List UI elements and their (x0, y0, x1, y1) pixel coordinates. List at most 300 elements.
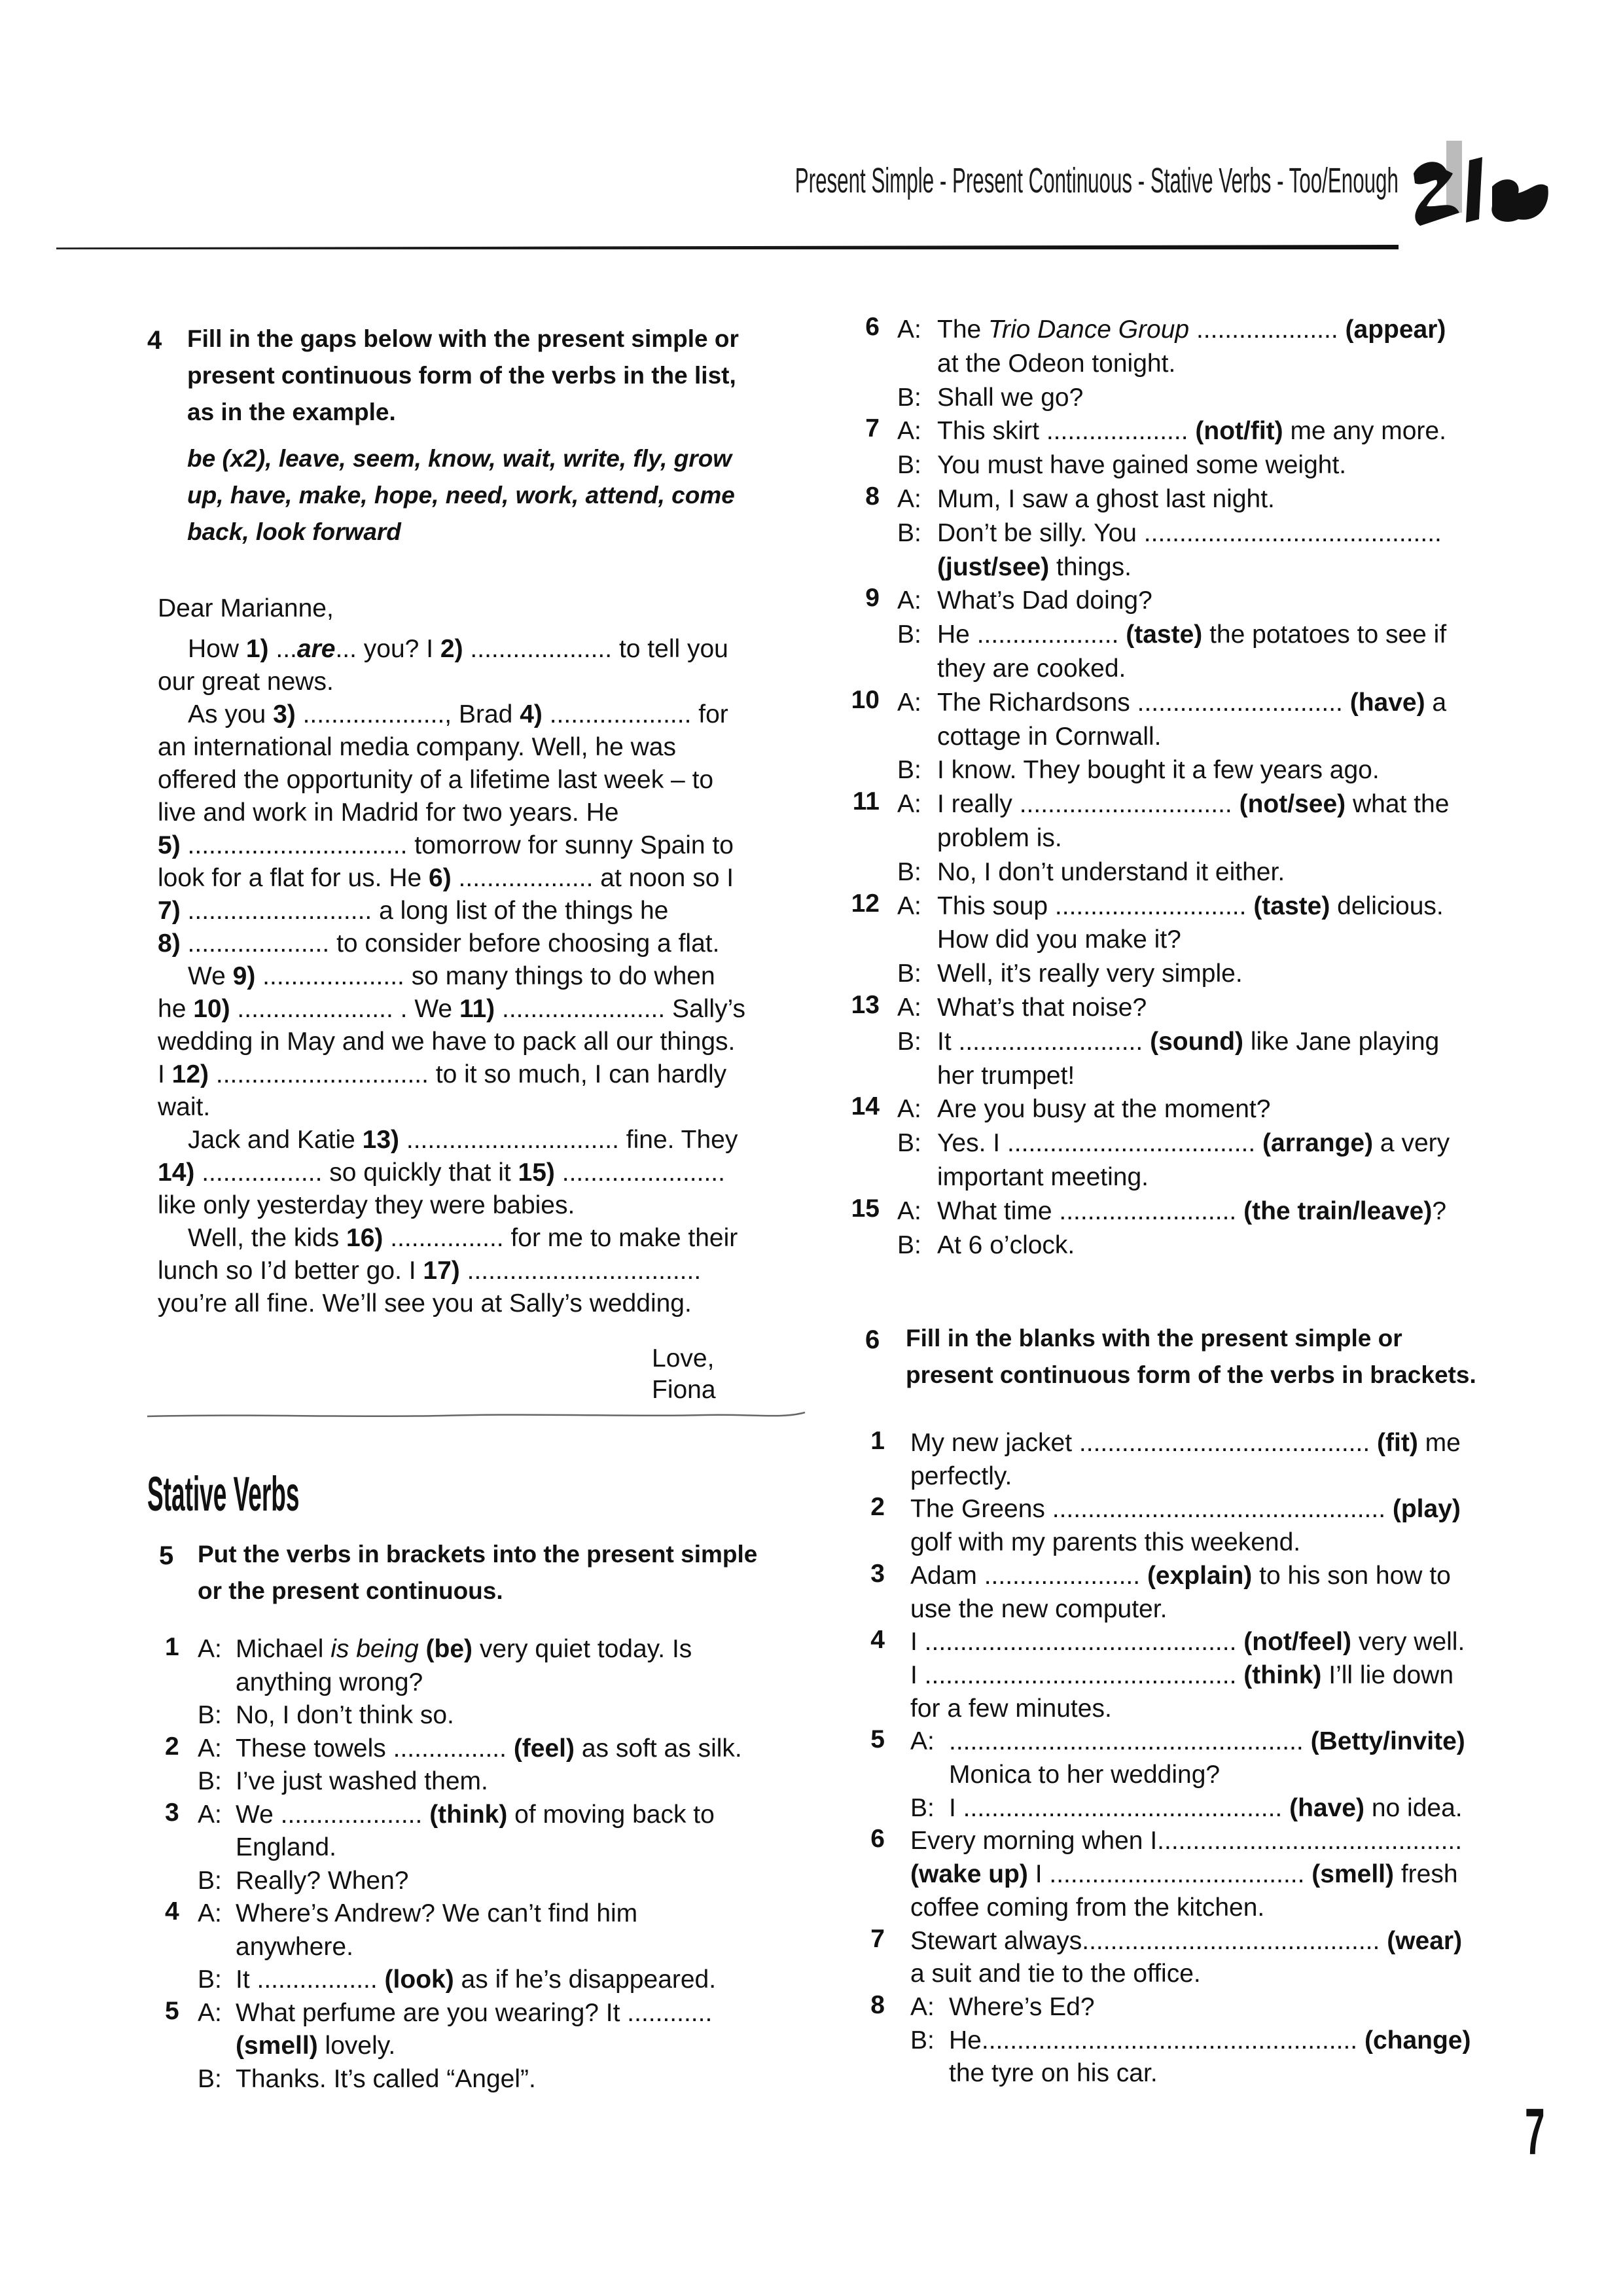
item-line (165, 2063, 742, 2096)
text-run: It .......................... (937, 1027, 1150, 1056)
text-run: perfectly. (910, 1462, 1012, 1490)
item-line (838, 957, 1450, 991)
item-line (851, 1626, 1471, 1659)
item-line (838, 720, 1450, 754)
item-line (165, 1997, 742, 2030)
speaker-label: A: (897, 688, 921, 717)
item-line (165, 1765, 742, 1799)
speaker-label: B: (897, 383, 921, 412)
text-run: very quiet today. Is (473, 1635, 692, 1663)
text-run: .............................. to it so much, I can hardly (209, 1060, 727, 1088)
bold-text: 10) (193, 995, 230, 1023)
text-run: at the Odeon tonight. (937, 349, 1176, 378)
bold-text: (have) (1349, 688, 1425, 717)
text-run: delicious. (1330, 891, 1444, 920)
text-run: .................... for (542, 700, 728, 728)
item-line (838, 1194, 1450, 1229)
text-run: You must have gained some weight. (937, 451, 1347, 480)
text-run: ................... at noon so I (451, 864, 734, 892)
item-line (851, 2057, 1471, 2090)
speaker-label: B: (910, 1793, 935, 1822)
item-number: 8 (870, 1990, 885, 2019)
item-line (851, 2024, 1471, 2058)
item-line (851, 1759, 1471, 1792)
exercise-item (165, 1633, 742, 1732)
bold-text: 1) (245, 635, 269, 663)
text-run: coffee coming from the kitchen. (910, 1893, 1265, 1922)
item-line (851, 1825, 1471, 1858)
letter-line (158, 862, 773, 895)
text-run: use the new computer. (910, 1594, 1168, 1623)
exercise-5-instruction (198, 1536, 757, 1609)
speaker-label: A: (897, 484, 921, 513)
item-line (165, 1699, 742, 1732)
item-number: 6 (865, 313, 880, 341)
text-run: Don’t be silly. You .......................................... (937, 518, 1442, 547)
item-line (838, 584, 1450, 618)
page-number: 7 (1525, 2095, 1545, 2168)
exercise-item (851, 1925, 1471, 1991)
exercise-item (838, 313, 1450, 414)
italic-text: is being (330, 1635, 419, 1663)
item-line (838, 652, 1450, 686)
speaker-label: A: (897, 993, 921, 1022)
text-run: .................................................. (949, 1727, 1311, 1756)
text-run: the tyre on his car. (949, 2059, 1158, 2088)
speaker-label: A: (897, 417, 921, 446)
text-run: How did you make it? (937, 925, 1181, 954)
text-run: ... (268, 635, 297, 663)
exercise-item (851, 1560, 1471, 1626)
instruction-line: up, have, make, hope, need, work, attend, come (187, 482, 735, 509)
text-run: Shall we go? (937, 383, 1084, 412)
text-run: live and work in Madrid for two years. He (158, 798, 619, 827)
item-number: 10 (851, 685, 880, 714)
item-number: 1 (165, 1633, 179, 1661)
item-line (838, 889, 1450, 924)
item-line (165, 1931, 742, 1964)
speaker-label: A: (897, 790, 921, 819)
section-heading-stative-verbs: Stative Verbs (147, 1467, 300, 1521)
bold-text: (look) (384, 1965, 454, 1994)
item-line (838, 991, 1450, 1025)
speaker-label: B: (897, 960, 921, 988)
bold-text: 14) (158, 1158, 195, 1187)
instruction-line: Fill in the blanks with the present simple or (906, 1325, 1402, 1352)
text-run: I’ll lie down (1321, 1660, 1454, 1689)
item-number: 3 (165, 1798, 179, 1827)
speaker-label: A: (897, 315, 921, 344)
bold-text: are (296, 635, 336, 663)
item-line (165, 1897, 742, 1931)
exercise-item (165, 1732, 742, 1799)
item-number: 4 (870, 1626, 885, 1655)
item-line (838, 516, 1450, 550)
item-line (851, 1593, 1471, 1626)
speaker-label: B: (897, 1230, 921, 1259)
text-run: me any more. (1283, 417, 1446, 446)
text-run: lovely. (317, 2032, 396, 2060)
text-run: ................................. (459, 1257, 702, 1285)
bold-text: (smell) (236, 2032, 318, 2060)
text-run: Michael (236, 1635, 331, 1663)
item-number: 6 (870, 1825, 885, 1854)
letter-line (158, 1255, 773, 1287)
letter-closing: Love, (652, 1344, 715, 1372)
bold-text: (Betty/invite) (1310, 1727, 1465, 1756)
text-run: Mum, I saw a ghost last night. (937, 484, 1275, 513)
item-line (851, 1958, 1471, 1991)
bold-text: (have) (1289, 1793, 1364, 1822)
item-line (165, 1666, 742, 1700)
text-run: What perfume are you wearing? It ............ (236, 1998, 713, 2027)
item-number: 14 (851, 1092, 880, 1121)
item-line (851, 1693, 1471, 1726)
speaker-label: A: (910, 1992, 935, 2021)
speaker-label: B: (897, 1129, 921, 1158)
exercise-5-items-left (165, 1633, 742, 2096)
bold-text: (be) (425, 1635, 473, 1663)
speaker-label: B: (897, 451, 921, 480)
exercise-6-number: 6 (865, 1325, 880, 1354)
bold-text: (appear) (1345, 315, 1446, 344)
speaker-label: B: (198, 2064, 222, 2093)
item-number: 12 (851, 889, 880, 918)
item-line (165, 1799, 742, 1832)
letter-signature: Fiona (652, 1376, 716, 1404)
text-run: .................... to tell you (463, 635, 728, 663)
speaker-label: B: (910, 2026, 935, 2054)
letter-line (158, 1091, 773, 1124)
text-run: As you (188, 700, 274, 728)
bold-text: (think) (429, 1800, 508, 1829)
text-run: I ............................................. (949, 1793, 1290, 1822)
item-number: 2 (870, 1493, 885, 1522)
instruction-line: as in the example. (187, 399, 396, 425)
text-run: .................... (1189, 315, 1346, 344)
item-line (838, 550, 1450, 584)
exercise-item (838, 1092, 1450, 1194)
text-run: ............................... tomorrow for sunny Spain to (180, 831, 734, 859)
bold-text: (change) (1364, 2026, 1471, 2054)
text-run: What’s Dad doing? (937, 586, 1152, 615)
item-line (851, 1792, 1471, 1825)
bold-text: (smell) (1311, 1860, 1394, 1889)
bold-text: (taste) (1126, 620, 1203, 649)
letter-paragraph (158, 960, 773, 1124)
header-rule (56, 245, 1399, 249)
item-line (165, 2030, 742, 2063)
letter-line (158, 666, 773, 698)
letter-line (158, 927, 773, 960)
text-run: These towels ................ (236, 1734, 514, 1763)
bold-text: 9) (232, 962, 256, 990)
exercise-item (165, 1897, 742, 1997)
letter-line (158, 1026, 773, 1058)
text-run: It ................. (236, 1965, 385, 1994)
item-line (851, 1427, 1471, 1460)
instruction-line: Put the verbs in brackets into the present simple (198, 1541, 758, 1568)
item-number: 1 (870, 1427, 885, 1455)
item-line (851, 1858, 1471, 1892)
letter-line (158, 797, 773, 829)
bold-text: (taste) (1253, 891, 1330, 920)
letter-line (158, 1189, 773, 1222)
text-run: to his son how to (1252, 1561, 1451, 1590)
text-run: England. (236, 1833, 336, 1861)
text-run: ....................... Sally’s (495, 995, 746, 1023)
bold-text: (feel) (513, 1734, 575, 1763)
letter-line (158, 1058, 773, 1091)
item-number: 8 (865, 482, 880, 511)
item-line (838, 855, 1450, 889)
item-line (838, 414, 1450, 448)
text-run: My new jacket ......................................... (910, 1429, 1378, 1457)
text-run: lunch so I’d better go. I (158, 1257, 423, 1285)
bold-text: 6) (429, 864, 452, 892)
letter-line (158, 1157, 773, 1189)
item-number: 5 (165, 1996, 179, 2025)
text-run: ...................... . We (230, 995, 459, 1023)
unit-logo-icon (1407, 134, 1558, 232)
exercise-item (851, 1991, 1471, 2090)
text-run: We .................... (236, 1800, 430, 1829)
text-run: I ............................................ (910, 1660, 1244, 1689)
text-run: The (937, 315, 989, 344)
exercise-item (838, 991, 1450, 1092)
letter-line (158, 895, 773, 927)
text-run: Monica to her wedding? (949, 1761, 1221, 1789)
exercise-6-instruction (906, 1320, 1476, 1393)
text-run: ................. so quickly that it (194, 1158, 518, 1187)
item-number: 15 (851, 1194, 880, 1223)
exercise-item (838, 787, 1450, 889)
text-run: I (158, 1060, 172, 1088)
text-run: .............................. fine. They (399, 1126, 738, 1154)
text-run: anywhere. (236, 1932, 353, 1961)
bold-text: 13) (362, 1126, 400, 1154)
text-run: cottage in Cornwall. (937, 722, 1162, 751)
item-line (851, 1526, 1471, 1560)
bold-text: (the train/leave) (1243, 1196, 1433, 1225)
text-run: golf with my parents this weekend. (910, 1528, 1301, 1557)
instruction-line: back, look forward (187, 518, 401, 545)
instruction-line: present continuous form of the verbs in brackets. (906, 1361, 1476, 1388)
speaker-label: B: (198, 1701, 222, 1729)
speaker-label: B: (198, 1965, 222, 1994)
item-line (838, 686, 1450, 720)
speaker-label: B: (897, 518, 921, 547)
letter-line (158, 764, 773, 797)
letter-line (158, 1124, 773, 1157)
exercise-item (838, 584, 1450, 685)
bold-text: 15) (518, 1158, 555, 1187)
item-line (838, 1229, 1450, 1263)
item-line (851, 1493, 1471, 1526)
letter-paragraph (158, 698, 773, 960)
bold-text: (sound) (1150, 1027, 1244, 1056)
item-line (838, 347, 1450, 381)
item-line (165, 1831, 742, 1865)
item-line (838, 1059, 1450, 1093)
text-run: look for a flat for us. He (158, 864, 429, 892)
text-run: like only yesterday they were babies. (158, 1191, 575, 1219)
item-line (851, 1560, 1471, 1593)
letter-line (158, 829, 773, 862)
letter-paragraph (158, 1124, 773, 1222)
text-run: I .................................... (1027, 1860, 1312, 1889)
text-run: as if he’s disappeared. (454, 1965, 717, 1994)
bold-text: (wear) (1387, 1926, 1463, 1955)
text-run: for a few minutes. (910, 1694, 1112, 1723)
text-run: How (188, 635, 246, 663)
text-run: Yes. I ................................... (937, 1129, 1263, 1158)
bold-text: (not/fit) (1195, 417, 1283, 446)
text-run: What time ......................... (937, 1196, 1244, 1225)
text-run: Every morning when I........................................... (910, 1827, 1463, 1856)
item-line (838, 821, 1450, 855)
text-run: ................ for me to make their (383, 1224, 738, 1252)
exercise-item (838, 889, 1450, 991)
text-run: Well, the kids (188, 1224, 347, 1252)
text-run: At 6 o’clock. (937, 1230, 1075, 1259)
speaker-label: A: (198, 1998, 222, 2027)
letter-line (158, 1222, 773, 1255)
item-number: 4 (165, 1897, 179, 1926)
item-line (838, 1160, 1450, 1194)
item-number: 11 (852, 787, 880, 816)
text-run: ... you? I (335, 635, 440, 663)
text-run: like Jane playing (1243, 1027, 1440, 1056)
item-line (165, 1865, 742, 1898)
text-run: fresh (1394, 1860, 1458, 1889)
instruction-line: Fill in the gaps below with the present simple or (187, 325, 739, 352)
text-run: Well, it’s really very simple. (937, 960, 1243, 988)
letter-paragraph (158, 633, 773, 698)
text-run: Really? When? (236, 1866, 409, 1895)
bold-text: 3) (273, 700, 296, 728)
text-run: Where’s Ed? (949, 1992, 1095, 2021)
bold-text: (play) (1392, 1495, 1461, 1524)
item-line (165, 1732, 742, 1766)
letter-line (158, 633, 773, 666)
item-line (165, 1964, 742, 1997)
text-run: He .................... (937, 620, 1126, 649)
item-line (851, 1659, 1471, 1693)
item-number: 3 (870, 1559, 885, 1588)
item-number: 7 (865, 414, 880, 443)
exercise-item (851, 1626, 1471, 1725)
italic-text: Trio Dance Group (988, 315, 1190, 344)
item-line (851, 1460, 1471, 1494)
text-run: .................... to consider before choosing a flat. (180, 929, 720, 958)
text-run: No, I don’t understand it either. (937, 857, 1285, 886)
text-run: I’ve just washed them. (236, 1767, 488, 1795)
letter-paragraph (158, 1222, 773, 1320)
exercise-item (165, 1997, 742, 2096)
item-line (838, 1126, 1450, 1160)
text-run: ? (1432, 1196, 1447, 1225)
running-header: Present Simple - Present Continuous - Stative Verbs - Too/Enough (794, 161, 1399, 200)
speaker-label: A: (897, 891, 921, 920)
speaker-label: A: (198, 1899, 222, 1928)
text-run: This skirt .................... (937, 417, 1196, 446)
speaker-label: A: (897, 586, 921, 615)
item-line (838, 1025, 1450, 1059)
item-number: 2 (165, 1732, 179, 1761)
bold-text: (arrange) (1262, 1129, 1374, 1158)
exercise-item (165, 1799, 742, 1898)
item-number: 9 (865, 584, 880, 613)
item-number: 13 (851, 990, 880, 1019)
instruction-line: be (x2), leave, seem, know, wait, write, fly, grow (187, 445, 732, 472)
speaker-label: B: (897, 756, 921, 785)
text-run: they are cooked. (937, 654, 1126, 683)
text-run (419, 1635, 426, 1663)
text-run: Are you busy at the moment? (937, 1095, 1271, 1124)
text-run: as soft as silk. (575, 1734, 742, 1763)
speaker-label: A: (198, 1734, 222, 1763)
text-run: an international media company. Well, he was (158, 733, 676, 761)
bold-text: 7) (158, 897, 181, 925)
text-run: anything wrong? (236, 1668, 423, 1696)
text-run: Adam ...................... (910, 1561, 1147, 1590)
item-line (838, 753, 1450, 787)
exercise-item (851, 1493, 1471, 1559)
item-line (838, 313, 1450, 347)
speaker-label: A: (910, 1727, 935, 1756)
bold-text: (think) (1243, 1660, 1322, 1689)
text-run: of moving back to (507, 1800, 715, 1829)
text-run: .......................... a long list of the things he (180, 897, 669, 925)
letter-line (158, 698, 773, 731)
speaker-label: A: (198, 1800, 222, 1829)
text-run: problem is. (937, 823, 1062, 852)
text-run: a (1425, 688, 1447, 717)
speaker-label: B: (897, 857, 921, 886)
item-line (838, 923, 1450, 957)
text-run: our great news. (158, 668, 334, 696)
item-line (851, 1892, 1471, 1925)
letter-line (158, 731, 773, 764)
text-run: ....................... (554, 1158, 725, 1187)
text-run: he (158, 995, 194, 1023)
speaker-label: A: (198, 1635, 222, 1663)
speaker-label: A: (897, 1095, 921, 1124)
bold-text: 11) (459, 995, 495, 1023)
exercise-item (838, 1194, 1450, 1263)
text-run: .................... so many things to do when (255, 962, 715, 990)
bold-text: 8) (158, 929, 181, 958)
item-line (838, 618, 1450, 652)
item-line (851, 1725, 1471, 1759)
item-line (838, 482, 1450, 516)
section-divider (147, 1407, 808, 1423)
text-run: what the (1346, 790, 1450, 819)
text-run: the potatoes to see if (1202, 620, 1447, 649)
text-run: no idea. (1364, 1793, 1463, 1822)
exercise-item (851, 1725, 1471, 1825)
speaker-label: B: (897, 620, 921, 649)
exercise-6-items (851, 1427, 1471, 2090)
instruction-line: present continuous form of the verbs in the list, (187, 362, 736, 389)
exercise-4-word-list (187, 440, 735, 550)
bold-text: 4) (520, 700, 543, 728)
text-run: Stewart always.......................................... (910, 1926, 1387, 1955)
bold-text: 5) (158, 831, 181, 859)
text-run: No, I don’t think so. (236, 1701, 454, 1729)
speaker-label: A: (897, 1196, 921, 1225)
